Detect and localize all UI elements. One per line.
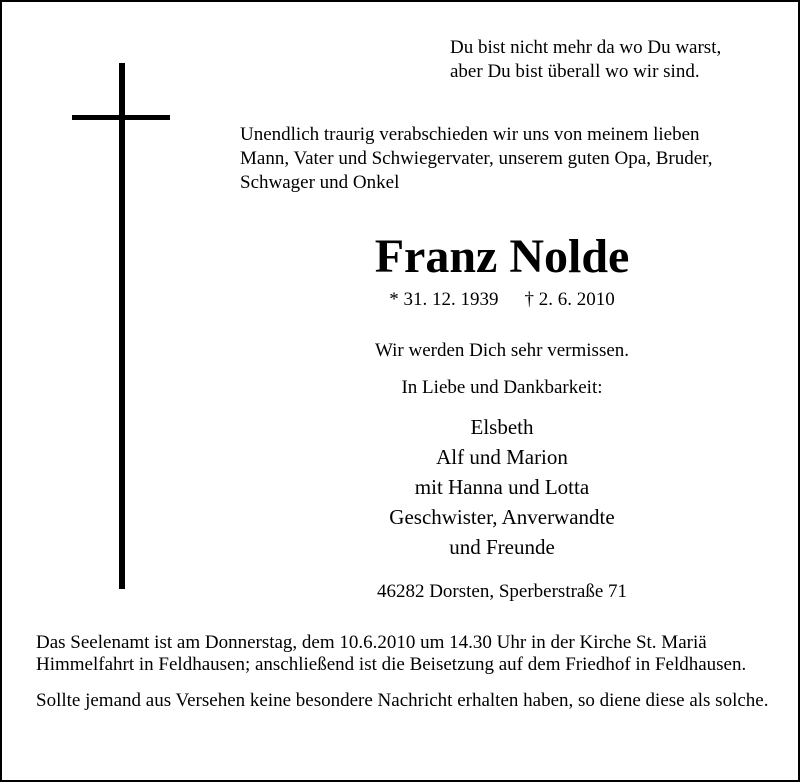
motto-quote	[450, 36, 790, 84]
farewell-line: Wir werden Dich sehr vermissen.	[374, 340, 630, 361]
mourner-entry: Geschwister, Anverwandte	[389, 505, 615, 529]
cross-icon	[119, 63, 125, 589]
life-dates	[302, 288, 702, 312]
cross-icon-crossbar	[72, 115, 170, 120]
family-address: 46282 Dorsten, Sperberstraße 71	[376, 581, 628, 602]
service-notice: Das Seelenamt ist am Donnerstag, dem 10.6.2010 um 14.30 Uhr in der Kirche St. Mariä Himmelfahrt in Feldhausen; anschließend ist die Beisetzung auf dem Friedhof in Feldhausen.	[36, 632, 747, 675]
signoff-line: In Liebe und Dankbarkeit:	[401, 377, 603, 398]
intro-line: Unendlich traurig verabschieden wir uns von meinem lieben	[240, 124, 700, 145]
mourner-entry: und Freunde	[449, 535, 555, 559]
intro-line: Schwager und Onkel	[240, 172, 400, 193]
mourners-list	[302, 412, 702, 562]
intro-text	[240, 123, 790, 195]
funeral-notice	[36, 632, 776, 726]
death-date: † 2. 6. 2010	[524, 289, 615, 310]
notification-notice: Sollte jemand aus Versehen keine besondere Nachricht erhalten haben, so diene diese als solche.	[36, 690, 769, 711]
deceased-name: Franz Nolde	[374, 230, 630, 283]
mourner-entry: mit Hanna und Lotta	[414, 475, 590, 499]
intro-line: Mann, Vater und Schwiegervater, unserem guten Opa, Bruder,	[240, 148, 713, 169]
motto-line: aber Du bist überall wo wir sind.	[450, 61, 700, 82]
birth-date: * 31. 12. 1939	[389, 289, 499, 310]
mourner-entry: Elsbeth	[470, 415, 534, 439]
mourner-entry: Alf und Marion	[436, 445, 568, 469]
motto-line: Du bist nicht mehr da wo Du warst,	[450, 37, 722, 58]
